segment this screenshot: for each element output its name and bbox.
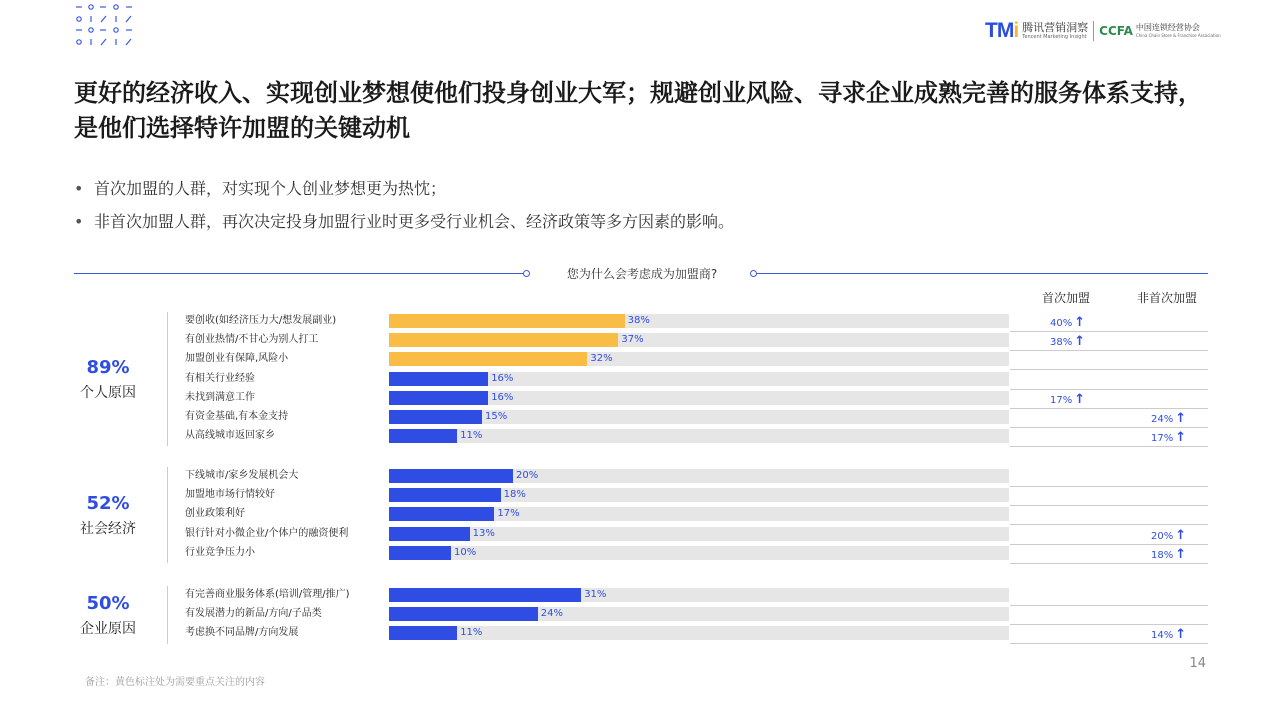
- row-divider: [1010, 505, 1208, 506]
- bar: [389, 333, 618, 347]
- bar-label: 从高线城市返回家乡: [185, 430, 275, 441]
- non-first-time-value: 20% ↑: [1151, 528, 1187, 543]
- bar: [389, 469, 513, 483]
- row-divider: [1010, 524, 1208, 525]
- bar: [389, 488, 501, 502]
- first-time-value: 17% ↑: [1050, 392, 1086, 407]
- bar: [389, 352, 587, 366]
- bar-value-label: 11%: [460, 430, 483, 441]
- group-total: 89%: [86, 357, 130, 379]
- bullet-point: • 非首次加盟人群，再次决定投身加盟行业时更多受行业机会、经济政策等多方因素的影响。: [74, 209, 734, 232]
- bar-value-label: 20%: [516, 470, 539, 481]
- question-rule-dot: [523, 270, 530, 277]
- bar-value-label: 37%: [621, 334, 644, 345]
- question-rule-right: [757, 273, 1208, 274]
- ccfa-logo-subtext: China Chain Store & Franchise Association: [1135, 33, 1221, 38]
- group-total: 50%: [86, 592, 130, 614]
- bar: [389, 429, 457, 443]
- group-divider: [167, 586, 168, 644]
- non-first-time-value: 17% ↑: [1151, 430, 1187, 445]
- bar-value-label: 18%: [503, 489, 526, 500]
- bar: [389, 391, 488, 405]
- bar-label: 有创业热情/不甘心为别人打工: [185, 334, 319, 345]
- bar-value-label: 15%: [485, 411, 508, 422]
- row-divider: [1010, 563, 1208, 564]
- group-name: 社会经济: [80, 521, 136, 537]
- bar: [389, 546, 451, 560]
- bar-label: 加盟创业有保障,风险小: [185, 353, 289, 364]
- bar-track: [389, 410, 1009, 424]
- ccfa-logo-text: 中国连锁经营协会: [1135, 23, 1200, 32]
- bar-label: 下线城市/家乡发展机会大: [185, 470, 299, 481]
- bar-value-label: 17%: [497, 508, 520, 519]
- row-divider: [1010, 369, 1208, 370]
- arrow-up-icon: ↑: [1074, 315, 1086, 330]
- row-divider: [1010, 446, 1208, 447]
- row-divider: [1010, 331, 1208, 332]
- row-divider: [1010, 350, 1208, 351]
- row-divider: [1010, 605, 1208, 606]
- ccfa-logo: CCFA: [1099, 24, 1133, 38]
- bar: [389, 372, 488, 386]
- bar: [389, 314, 625, 328]
- non-first-time-value: 14% ↑: [1151, 627, 1187, 642]
- bar-value-label: 31%: [584, 589, 607, 600]
- bar-label: 行业竞争压力小: [185, 547, 255, 558]
- arrow-up-icon: ↑: [1175, 411, 1187, 426]
- row-divider: [1010, 427, 1208, 428]
- bar-label: 创业政策利好: [185, 508, 245, 519]
- non-first-time-value: 18% ↑: [1151, 547, 1187, 562]
- decorative-pattern-icon: [74, 2, 136, 46]
- group-name: 企业原因: [80, 620, 136, 637]
- bar-label: 考虑换不同品牌/方向发展: [185, 627, 299, 638]
- bar-label: 有相关行业经验: [185, 373, 255, 384]
- bar-label: 有发展潜力的新品/方向/子品类: [185, 608, 322, 619]
- bar-value-label: 32%: [590, 353, 613, 364]
- row-divider: [1010, 643, 1208, 644]
- bar-value-label: 13%: [472, 528, 495, 539]
- bar: [389, 410, 482, 424]
- group-total: 52%: [86, 493, 130, 514]
- arrow-up-icon: ↑: [1175, 547, 1187, 562]
- bar-label: 未找到满意工作: [185, 392, 255, 403]
- bar-value-label: 24%: [540, 608, 564, 619]
- bar: [389, 588, 581, 602]
- bar-label: 银行针对小微企业/个体户的融资便利: [185, 528, 349, 539]
- page-number: 14: [1189, 656, 1206, 671]
- question-rule-dot: [750, 270, 757, 277]
- bar: [389, 507, 494, 521]
- non-first-time-value: 24% ↑: [1151, 411, 1187, 426]
- bar-value-label: 10%: [454, 547, 477, 558]
- group-divider: [167, 467, 168, 563]
- page-title: 更好的经济收入、实现创业梦想使他们投身创业大军；规避创业风险、寻求企业成熟完善的服务体系支持，是他们选择特许加盟的关键动机: [74, 79, 1202, 142]
- footnote: 备注：黄色标注处为需要重点关注的内容: [85, 677, 265, 688]
- row-divider: [1010, 408, 1208, 409]
- arrow-up-icon: ↑: [1074, 392, 1086, 407]
- bar: [389, 527, 470, 541]
- chart-title: 您为什么会考虑成为加盟商?: [566, 267, 718, 281]
- row-divider: [1010, 486, 1208, 487]
- bar-value-label: 11%: [460, 627, 483, 638]
- bar: [389, 626, 457, 640]
- bar-label: 要创收(如经济压力大/想发展副业): [185, 315, 337, 326]
- logo-divider: [1093, 21, 1094, 41]
- row-divider: [1010, 544, 1208, 545]
- question-rule-left: [74, 273, 527, 274]
- bar-label: 有资金基础,有本金支持: [185, 411, 289, 422]
- bar-value-label: 16%: [491, 373, 514, 384]
- bar: [389, 607, 538, 621]
- tmi-logo-text: 腾讯营销洞察: [1022, 21, 1089, 34]
- group-name: 个人原因: [80, 385, 136, 402]
- bar-value-label: 38%: [627, 315, 650, 326]
- arrow-up-icon: ↑: [1175, 430, 1187, 445]
- bar-value-label: 16%: [491, 392, 514, 403]
- row-divider: [1010, 624, 1208, 625]
- first-time-value: 40% ↑: [1050, 315, 1086, 330]
- arrow-up-icon: ↑: [1175, 627, 1187, 642]
- bar-label: 加盟地市场行情较好: [185, 489, 275, 500]
- tmi-logo: TMi: [985, 19, 1019, 42]
- arrow-up-icon: ↑: [1074, 334, 1086, 349]
- column-header-first: 首次加盟: [1041, 291, 1090, 305]
- column-header-nonfirst: 非首次加盟: [1136, 291, 1197, 305]
- first-time-value: 38% ↑: [1050, 334, 1086, 349]
- bar-track: [389, 546, 1009, 560]
- row-divider: [1010, 389, 1208, 390]
- arrow-up-icon: ↑: [1175, 528, 1187, 543]
- bar-label: 有完善商业服务体系(培训/管理/推广): [185, 589, 350, 600]
- tmi-logo-subtext: Tencent Marketing Insight: [1022, 34, 1087, 40]
- header-logos: [985, 20, 1221, 42]
- bullet-point: • 首次加盟的人群，对实现个人创业梦想更为热忱；: [74, 176, 446, 199]
- group-divider: [167, 312, 168, 446]
